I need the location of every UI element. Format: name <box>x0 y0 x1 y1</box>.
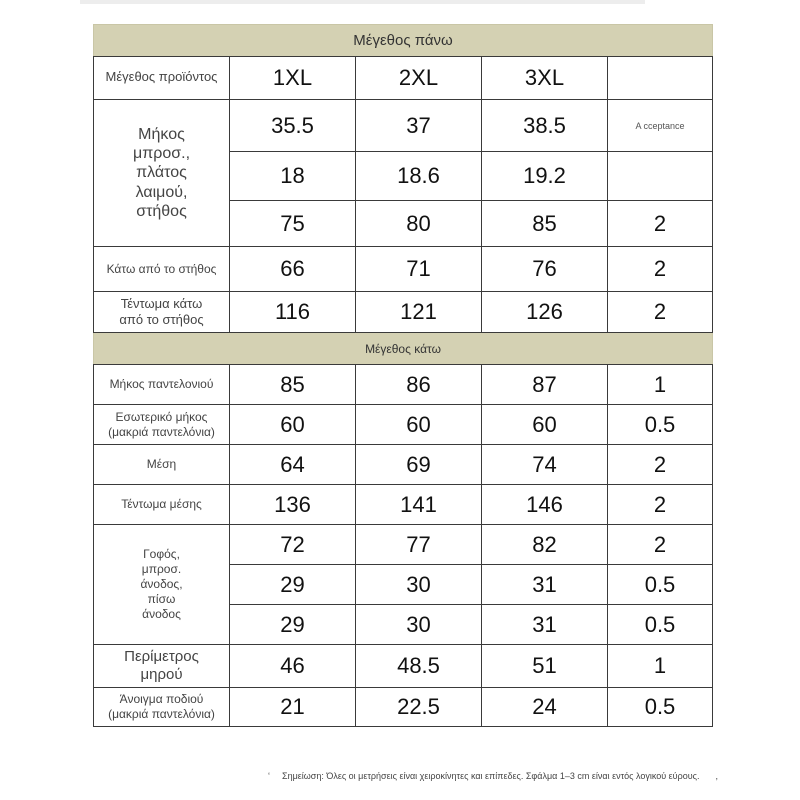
value-cell: 71 <box>356 247 482 292</box>
tolerance-cell: 1 <box>608 645 713 688</box>
table-row <box>94 247 713 292</box>
value-cell: 29 <box>230 605 356 645</box>
value-cell: 51 <box>482 645 608 688</box>
note-tail-mark: , <box>715 771 718 781</box>
value-cell: 48.5 <box>356 645 482 688</box>
tolerance-cell: 0.5 <box>608 688 713 727</box>
value-cell: 31 <box>482 605 608 645</box>
value-cell: 116 <box>230 292 356 333</box>
note-text: Σημείωση: Όλες οι μετρήσεις είναι χειροκίνητες και επίπεδες. Σφάλμα 1–3 cm είναι εντός λογικού εύρους. <box>282 771 700 781</box>
tolerance-cell: 2 <box>608 445 713 485</box>
value-cell: 24 <box>482 688 608 727</box>
value-cell: 75 <box>230 201 356 247</box>
size-header-2xl: 2XL <box>356 57 482 100</box>
table-row <box>94 405 713 445</box>
value-cell: 29 <box>230 565 356 605</box>
tolerance-header <box>608 57 713 100</box>
value-cell: 74 <box>482 445 608 485</box>
tolerance-cell: 2 <box>608 485 713 525</box>
value-cell: 31 <box>482 565 608 605</box>
bottom-section-header-row <box>94 333 713 365</box>
value-cell: 77 <box>356 525 482 565</box>
tolerance-cell: 1 <box>608 365 713 405</box>
row-label: Μέση <box>94 445 230 485</box>
top-section-title: Μέγεθος πάνω <box>94 25 713 57</box>
value-cell: 19.2 <box>482 152 608 201</box>
row-label: Εσωτερικό μήκος (μακριά παντελόνια) <box>94 405 230 445</box>
value-cell: 30 <box>356 565 482 605</box>
row-label: Τέντωμα μέσης <box>94 485 230 525</box>
hip-rise-label: Γοφός, μπροσ. άνοδος, πίσω άνοδος <box>94 525 230 645</box>
row-label: Κάτω από το στήθος <box>94 247 230 292</box>
value-cell: 69 <box>356 445 482 485</box>
value-cell: 72 <box>230 525 356 565</box>
value-cell: 18 <box>230 152 356 201</box>
value-cell: 87 <box>482 365 608 405</box>
value-cell: 86 <box>356 365 482 405</box>
tolerance-cell: 2 <box>608 201 713 247</box>
value-cell: 146 <box>482 485 608 525</box>
row-label: Περίμετρος μηρού <box>94 645 230 688</box>
tolerance-cell: 2 <box>608 292 713 333</box>
value-cell: 82 <box>482 525 608 565</box>
value-cell: 136 <box>230 485 356 525</box>
front-length-neck-bust-label: Μήκος μπροσ., πλάτος λαιμού, στήθος <box>94 100 230 247</box>
size-header-row <box>94 57 713 100</box>
value-cell: 76 <box>482 247 608 292</box>
table-row <box>94 485 713 525</box>
tolerance-cell: 0.5 <box>608 405 713 445</box>
table-row <box>94 688 713 727</box>
value-cell: 85 <box>482 201 608 247</box>
value-cell: 22.5 <box>356 688 482 727</box>
tolerance-cell: 0.5 <box>608 605 713 645</box>
value-cell: 60 <box>230 405 356 445</box>
product-size-label: Μέγεθος προϊόντος <box>94 57 230 100</box>
value-cell: 21 <box>230 688 356 727</box>
value-cell: 66 <box>230 247 356 292</box>
size-header-3xl: 3XL <box>482 57 608 100</box>
measurement-note <box>268 771 728 781</box>
table-row <box>94 365 713 405</box>
value-cell: 121 <box>356 292 482 333</box>
value-cell: 141 <box>356 485 482 525</box>
table-row <box>94 292 713 333</box>
top-section-header-row <box>94 25 713 57</box>
row-label: Άνοιγμα ποδιού (μακριά παντελόνια) <box>94 688 230 727</box>
value-cell: 60 <box>356 405 482 445</box>
value-cell: 85 <box>230 365 356 405</box>
tolerance-cell: 0.5 <box>608 565 713 605</box>
value-cell: 126 <box>482 292 608 333</box>
table-row <box>94 645 713 688</box>
note-lead-mark: ʻ <box>268 771 270 781</box>
bottom-section-title: Μέγεθος κάτω <box>94 333 713 365</box>
value-cell: 80 <box>356 201 482 247</box>
size-header-1xl: 1XL <box>230 57 356 100</box>
value-cell: 64 <box>230 445 356 485</box>
value-cell: 46 <box>230 645 356 688</box>
top-divider-bar <box>80 0 645 4</box>
value-cell: 18.6 <box>356 152 482 201</box>
value-cell: 37 <box>356 100 482 152</box>
value-cell: 30 <box>356 605 482 645</box>
tolerance-cell: A cceptance <box>608 100 713 152</box>
row-label: Τέντωμα κάτω από το στήθος <box>94 292 230 333</box>
tolerance-cell: 2 <box>608 525 713 565</box>
table-row <box>94 445 713 485</box>
tolerance-cell <box>608 152 713 201</box>
table-row <box>94 100 713 152</box>
tolerance-cell: 2 <box>608 247 713 292</box>
table-row <box>94 525 713 565</box>
value-cell: 60 <box>482 405 608 445</box>
value-cell: 38.5 <box>482 100 608 152</box>
value-cell: 35.5 <box>230 100 356 152</box>
size-chart-table <box>93 24 713 727</box>
row-label: Μήκος παντελονιού <box>94 365 230 405</box>
